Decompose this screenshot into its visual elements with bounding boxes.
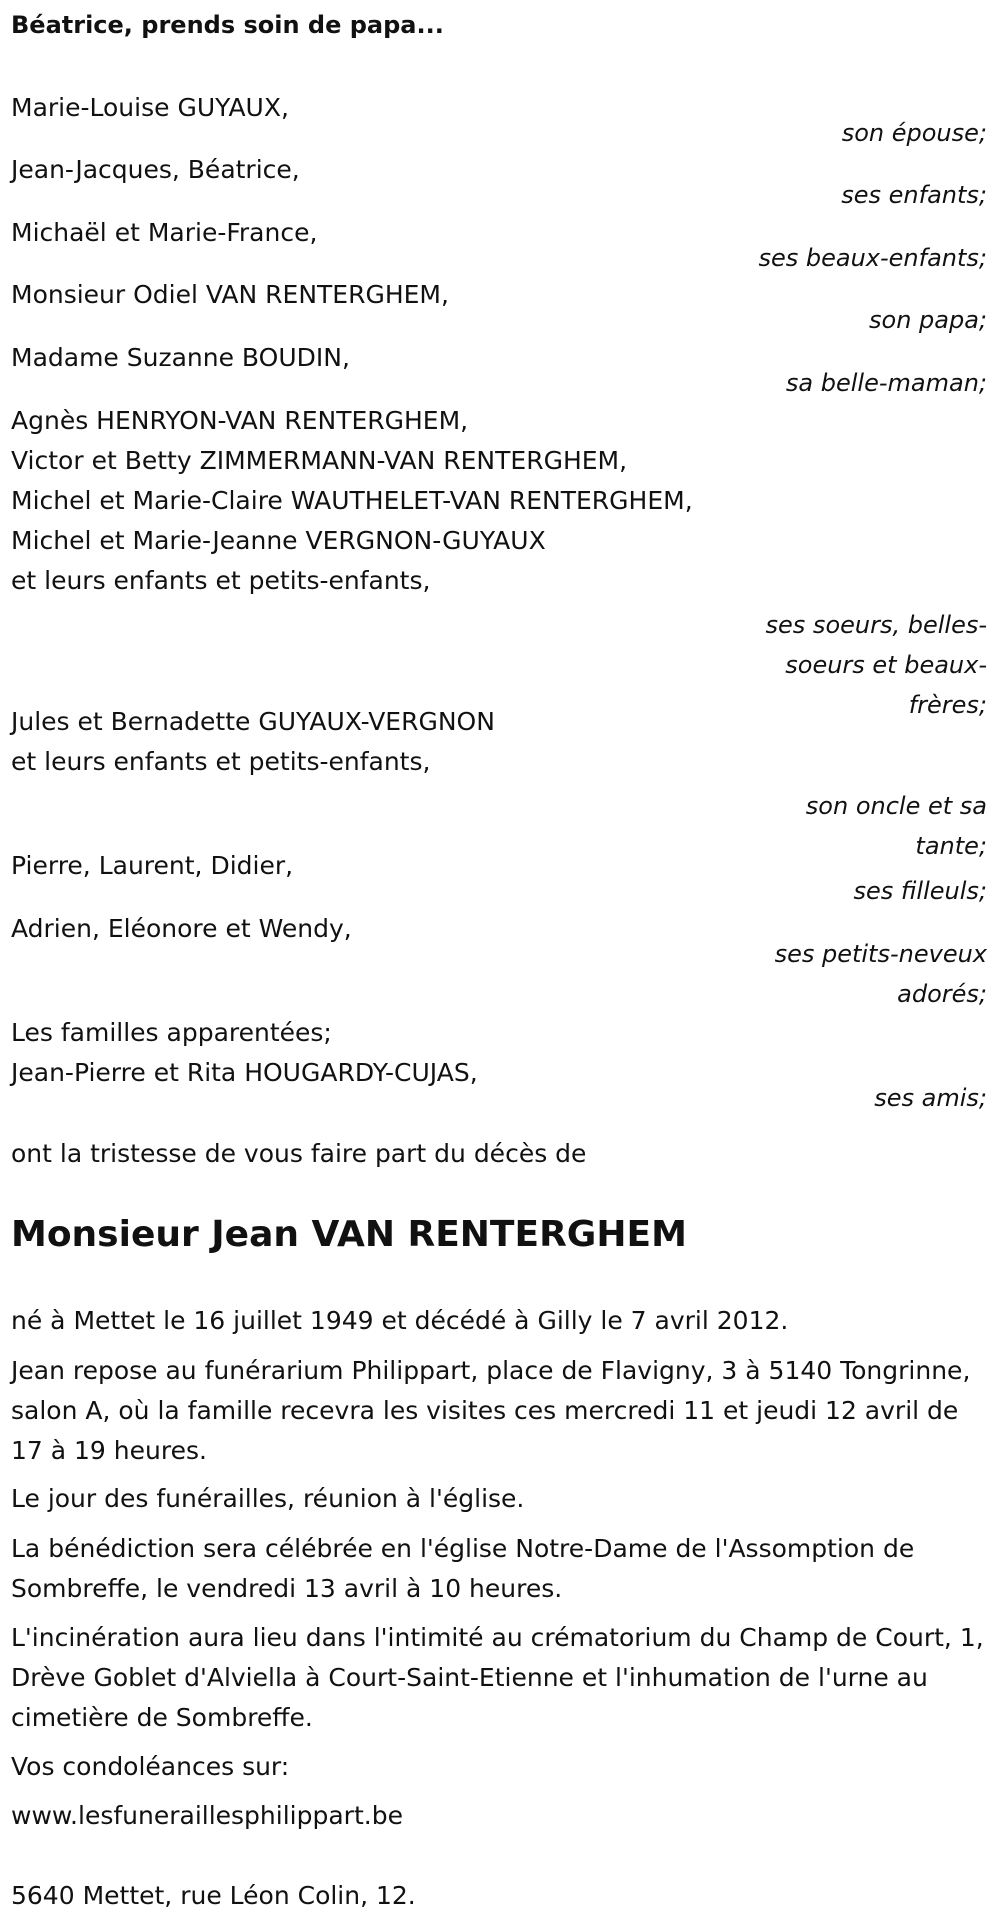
relative-names: Monsieur Odiel VAN RENTERGHEM, <box>11 280 449 309</box>
relative-role: ses beaux-enfants; <box>758 244 987 272</box>
relative-names: Adrien, Eléonore et Wendy, <box>11 914 352 943</box>
relative-names: Jules et Bernadette GUYAUX-VERGNON <box>11 707 495 736</box>
detail-reunion: Le jour des funérailles, réunion à l'église. <box>11 1484 525 1513</box>
relative-names: et leurs enfants et petits-enfants, <box>11 747 431 776</box>
relative-entry <box>11 846 991 911</box>
relative-role: sa belle-maman; <box>785 369 987 397</box>
relative-names: et leurs enfants et petits-enfants, <box>11 566 431 595</box>
relative-entry <box>11 213 991 278</box>
relative-entry <box>11 1013 991 1118</box>
relative-names: Michel et Marie-Jeanne VERGNON-GUYAUX <box>11 526 546 555</box>
condolences-label: Vos condoléances sur: <box>11 1752 290 1781</box>
relative-entry <box>11 338 991 403</box>
relative-role: ses enfants; <box>841 181 987 209</box>
relative-names: Pierre, Laurent, Didier, <box>11 851 294 880</box>
relative-names: Jean-Jacques, Béatrice, <box>11 155 300 184</box>
relative-entry <box>11 150 991 215</box>
headline: Béatrice, prends soin de papa... <box>11 11 444 39</box>
relative-role: son épouse; <box>841 119 987 147</box>
detail-birth-death: né à Mettet le 16 juillet 1949 et décédé à Gilly le 7 avril 2012. <box>11 1306 789 1335</box>
detail-funerarium: Jean repose au funérarium Philippart, place de Flavigny, 3 à 5140 Tongrinne, salon A, où la famille recevra les visites ces mercredi 11 et jeudi 12 avril de 17 à 19 heures. <box>11 1356 971 1465</box>
relative-entry <box>11 702 991 866</box>
relative-role: ses soeurs, belles-soeurs et beaux-frères; <box>765 611 987 719</box>
detail-incineration: L'incinération aura lieu dans l'intimité au crématorium du Champ de Court, 1, Drève Goblet d'Alviella à Court-Saint-Etienne et l'inhumation de l'urne au cimetière de Sombreffe. <box>11 1623 984 1732</box>
announcement: ont la tristesse de vous faire part du décès de <box>11 1139 587 1168</box>
relative-names: Jean-Pierre et Rita HOUGARDY-CUJAS, <box>11 1058 478 1087</box>
relative-entry <box>11 275 991 340</box>
relative-role: ses filleuls; <box>853 877 987 905</box>
relative-entry <box>11 401 991 725</box>
relative-names: Marie-Louise GUYAUX, <box>11 93 289 122</box>
relative-names: Michaël et Marie-France, <box>11 218 318 247</box>
relative-role: ses petits-neveux adorés; <box>774 940 987 1008</box>
relative-names: Michel et Marie-Claire WAUTHELET-VAN RENTERGHEM, <box>11 486 693 515</box>
detail-blessing: La bénédiction sera célébrée en l'église Notre-Dame de l'Assomption de Sombreffe, le vendredi 13 avril à 10 heures. <box>11 1534 915 1603</box>
condolences-website: www.lesfuneraillesphilippart.be <box>11 1801 403 1830</box>
relative-role: ses amis; <box>874 1084 987 1112</box>
deceased-name: Monsieur Jean VAN RENTERGHEM <box>11 1214 687 1255</box>
relative-names: Victor et Betty ZIMMERMANN-VAN RENTERGHEM, <box>11 446 628 475</box>
relative-entry <box>11 909 991 1014</box>
relative-role: son oncle et sa tante; <box>805 792 987 860</box>
relative-entry <box>11 88 991 153</box>
relative-names: Les familles apparentées; <box>11 1018 332 1047</box>
relative-names: Agnès HENRYON-VAN RENTERGHEM, <box>11 406 469 435</box>
relative-names: Madame Suzanne BOUDIN, <box>11 343 350 372</box>
relative-role: son papa; <box>869 306 987 334</box>
address: 5640 Mettet, rue Léon Colin, 12. <box>11 1881 416 1910</box>
